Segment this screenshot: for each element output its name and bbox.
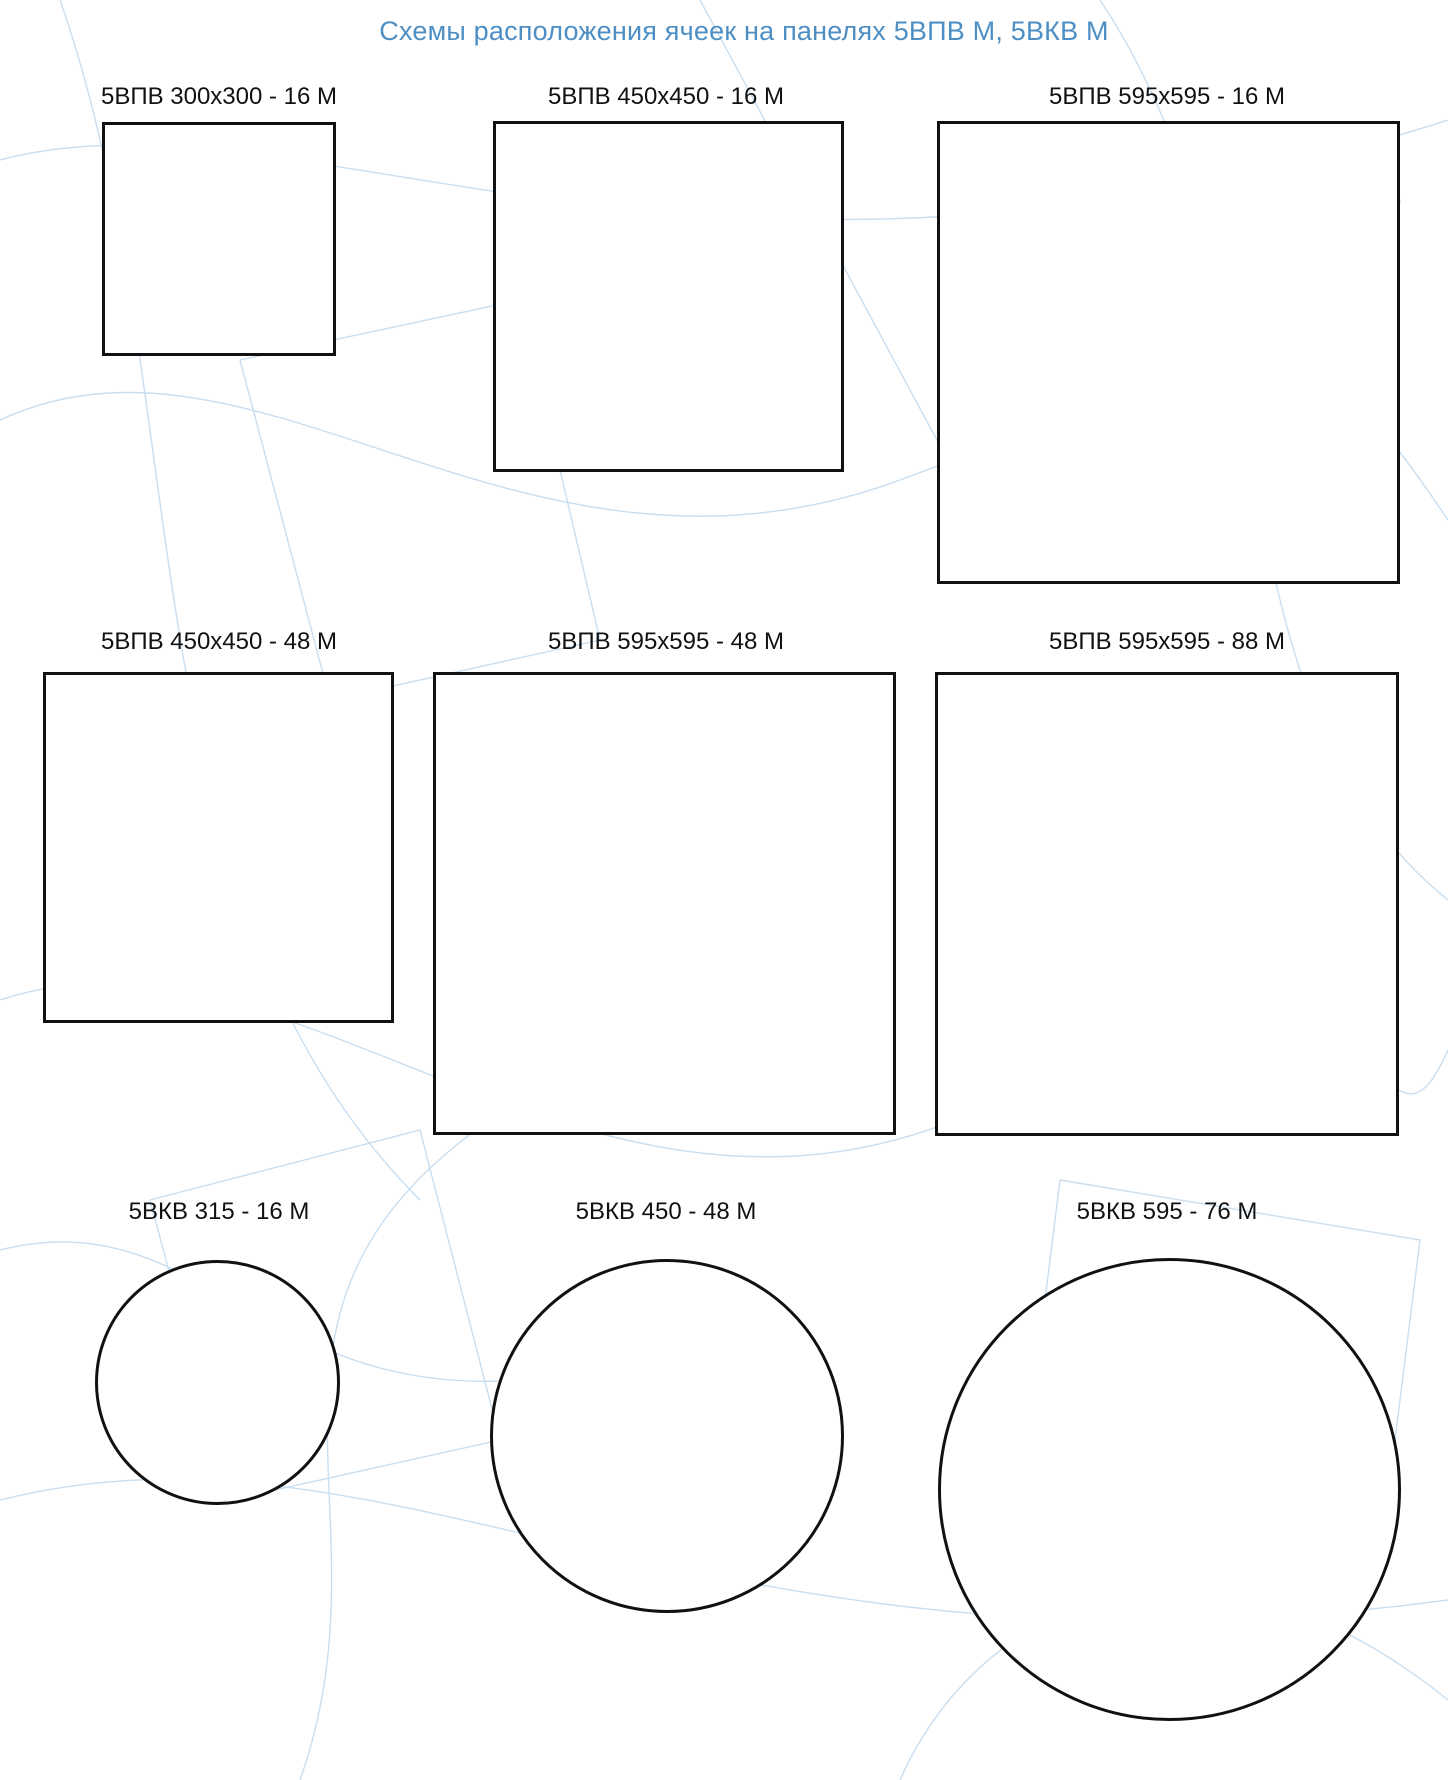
panel-outline <box>492 1261 843 1612</box>
panel-outline <box>937 674 1398 1135</box>
panel-5vkv-595-76 <box>938 1258 1401 1721</box>
page-title: Схемы расположения ячеек на панелях 5ВПВ М, 5ВКВ М <box>379 16 1109 46</box>
panel-outline <box>940 1260 1400 1720</box>
panel-label: 5ВПВ 450x450 - 48 М <box>100 628 338 655</box>
panel-5vpv-595-16 <box>937 121 1400 584</box>
panel-5vpv-450-16 <box>493 121 844 472</box>
panel-outline <box>45 674 393 1022</box>
panel-outline <box>435 674 895 1134</box>
panel-label: 5ВПВ 595x595 - 48 М <box>547 628 785 655</box>
panel-outline <box>104 124 335 355</box>
panel-outline <box>97 1262 339 1504</box>
panel-5vpv-595-48 <box>433 672 896 1135</box>
panel-label: 5ВПВ 595x595 - 88 М <box>1048 628 1286 655</box>
panel-label: 5ВКВ 595 - 76 М <box>1076 1198 1258 1225</box>
panel-label: 5ВКВ 450 - 48 М <box>575 1198 757 1225</box>
panel-5vkv-450-48 <box>490 1259 844 1613</box>
panel-label: 5ВПВ 450x450 - 16 М <box>547 83 785 110</box>
panel-5vpv-300-16 <box>102 122 336 356</box>
panel-label: 5ВПВ 300x300 - 16 М <box>100 83 338 110</box>
panel-label: 5ВКВ 315 - 16 М <box>128 1198 310 1225</box>
panel-outline <box>939 123 1399 583</box>
panel-5vpv-450-48 <box>43 672 394 1023</box>
panel-5vpv-595-88 <box>935 672 1399 1136</box>
panel-5vkv-315-16 <box>95 1260 340 1505</box>
panel-outline <box>495 123 843 471</box>
panel-label: 5ВПВ 595x595 - 16 М <box>1048 83 1286 110</box>
